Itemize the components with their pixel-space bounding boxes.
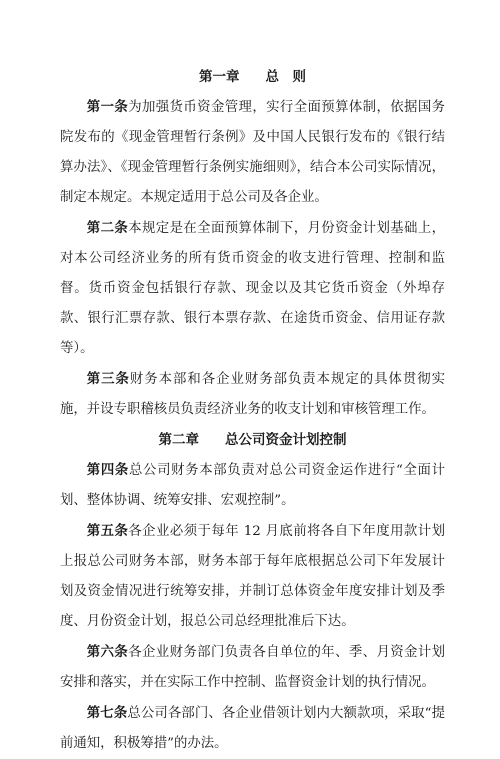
article-2: [60, 213, 445, 364]
article-4: [60, 455, 445, 516]
chapter-heading-2: [60, 425, 445, 455]
article-text: 各企业必须于每年 12 月底前将各自下年度用款计划上报总公司财务本部，财务本部于每年底根据总公司下年发展计划及资金情况进行统筹安排，并制订总体资金年度安排计划及季度、月份资金计划，报总公司总经理批准后下达。: [60, 524, 445, 629]
document-body: [60, 62, 445, 759]
article-6: [60, 637, 445, 698]
article-text: 财务本部和各企业财务部负责本规定的具体贯彻实施，并设专职稽核员负责经济业务的收支计划和审核管理工作。: [60, 372, 446, 417]
article-text: 各企业财务部门负责各自单位的年、季、月资金计划安排和落实，并在实际工作中控制、监督资金计划的执行情况。: [60, 645, 446, 690]
article-number: 第七条: [86, 705, 128, 721]
article-number: 第四条: [86, 462, 129, 478]
article-text: 本规定是在全面预算体制下，月份资金计划基础上，对本公司经济业务的所有货币资金的收支进行管理、控制和监督。货币资金包括银行存款、现金以及其它货币资金（外埠存款、银行汇票存款、银行本票存款、在途货币资金、信用证存款等）。: [60, 221, 446, 356]
chapter-title: 总公司资金计划控制: [225, 432, 347, 448]
article-number: 第五条: [86, 523, 129, 539]
article-5: [60, 516, 445, 637]
article-3: [60, 364, 445, 425]
article-text: 总公司各部门、各企业借领计划内大额款项，采取“提前通知，积极筹措”的办法。: [60, 706, 445, 751]
article-1: [60, 92, 445, 213]
article-text: 总公司财务本部负责对总公司资金运作进行“全面计划、整体协调、统筹安排、宏观控制”。: [60, 463, 445, 508]
article-number: 第一条: [86, 99, 129, 115]
article-text: 为加强货币资金管理，实行全面预算体制，依据国务院发布的《现金管理暂行条例》及中国人民银行发布的《银行结算办法》、《现金管理暂行条例实施细则》，结合本公司实际情况，制定本规定。本规定适用于总公司及各企业。: [60, 100, 446, 205]
article-number: 第六条: [86, 644, 129, 660]
chapter-title: 总 则: [265, 69, 306, 85]
chapter-heading-1: [60, 62, 445, 92]
article-number: 第二条: [86, 220, 129, 236]
chapter-number: 第一章: [199, 69, 240, 85]
article-7: [60, 698, 445, 759]
article-number: 第三条: [86, 371, 130, 387]
chapter-number: 第二章: [158, 432, 199, 448]
